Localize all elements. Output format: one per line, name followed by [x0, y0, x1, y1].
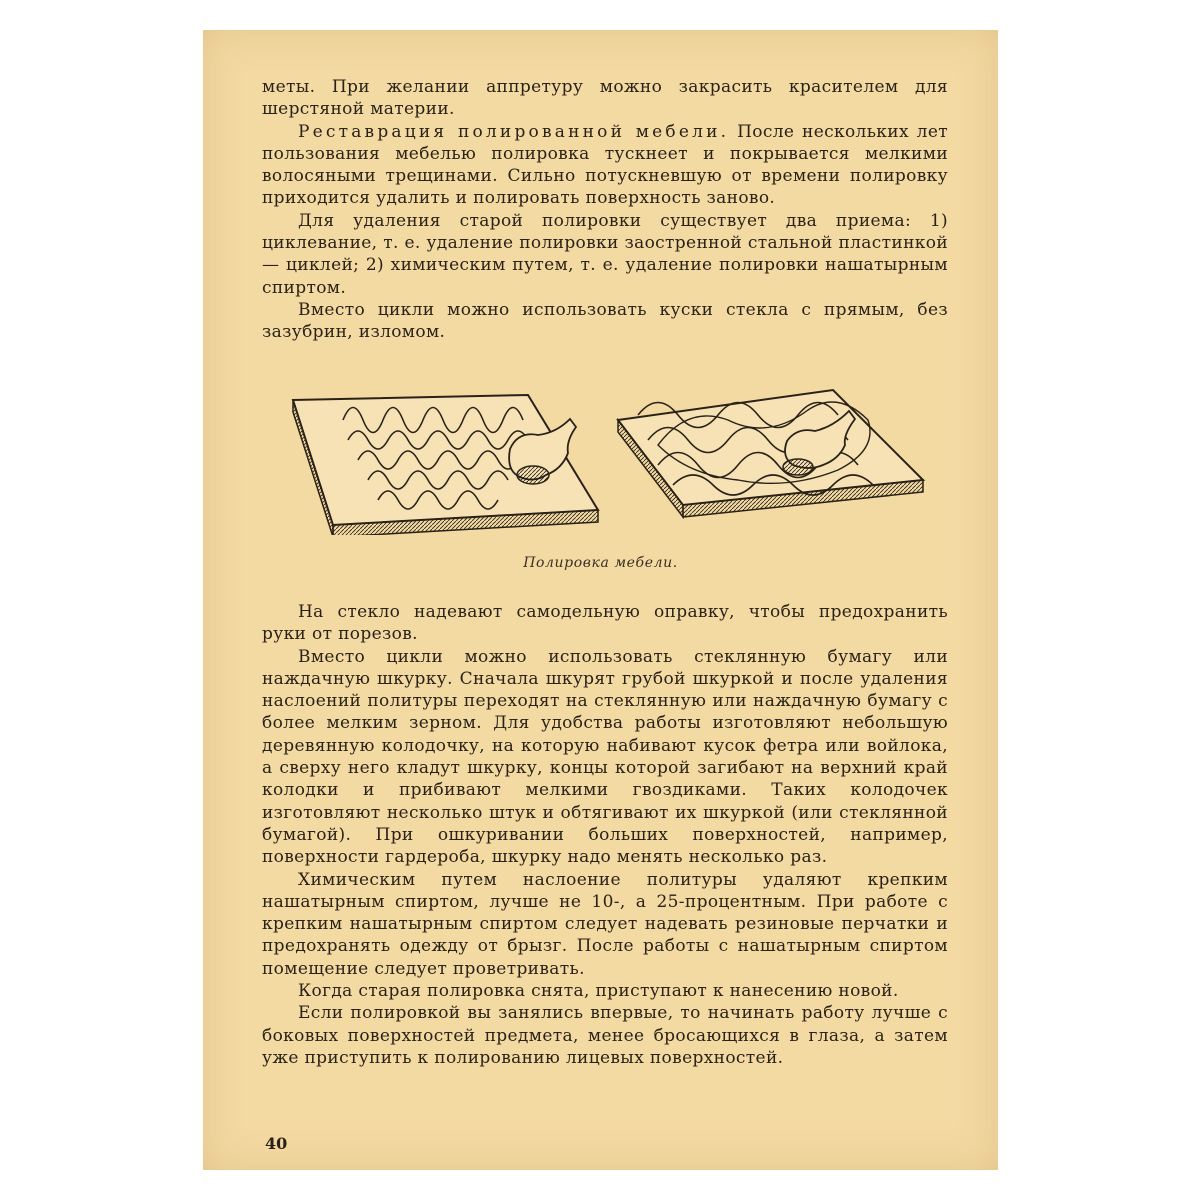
left-board	[293, 395, 598, 535]
figure-caption: Полировка мебели.	[523, 555, 678, 571]
polishing-illustration	[288, 385, 948, 535]
book-page	[203, 30, 998, 1170]
paragraph-7: Химическим путем наслоение политуры удаляют крепким нашатырным спиртом, лучше не 10-, а 25-процентным. При работе с крепким нашатырным спиртом следует надевать резиновые перчатки и предохранять одежду от брызг. После работы с нашатырным спиртом помещение следует проветривать.	[262, 869, 948, 979]
paragraph-1: меты. При желании аппретуру можно закрасить красителем для шерстяной материи.	[262, 77, 948, 120]
restoration-text: После нескольких лет пользования мебелью полировка тускнеет и покрывается мелкими волосяными трещинами. Сильно потускневшую от времени полировку приходится удалить и полировать поверхность заново.	[262, 121, 949, 209]
paragraph-restoration	[262, 121, 948, 210]
bottom-text	[262, 601, 948, 1069]
page-number: 40	[265, 1134, 288, 1153]
top-text	[262, 76, 948, 344]
paragraph-5: На стекло надевают самодельную оправку, чтобы предохранить руки от порезов.	[262, 602, 948, 645]
section-heading: Реставрация полированной мебели.	[298, 121, 730, 142]
paragraph-4: Вместо цикли можно использовать куски стекла с прямым, без зазубрин, изломом.	[262, 299, 948, 343]
paragraph-9: Если полировкой вы занялись впервые, то начинать работу лучше с боковых поверхностей предмета, менее бросающихся в глаза, а затем уже приступить к полированию лицевых поверхностей.	[262, 1003, 948, 1068]
paragraph-3: Для удаления старой полировки существует два приема: 1) циклевание, т. е. удаление полировки заостренной стальной пластинкой — циклей; 2) химическим путем, т. е. удаление полировки нашатырным спиртом.	[262, 210, 948, 298]
right-board	[618, 390, 923, 517]
paragraph-8: Когда старая полировка снята, приступают к нанесению новой.	[298, 981, 899, 1002]
paragraph-6: Вместо цикли можно использовать стеклянную бумагу или наждачную шкурку. Сначала шкурят грубой шкуркой и после удаления наслоений политуры переходят на стеклянную или наждачную бумагу с более мелким зерном. Для удобства работы изготовляют небольшую деревянную колодочку, на которую набивают кусок фетра или войлока, а сверху него кладут шкурку, концы которой загибают на верхний край колодки и прибивают мелкими гвоздиками. Таких колодочек изготовляют несколько штук и обтягивают их шкуркой (или стеклянной бумагой). При ошкуривании больших поверхностей, например, поверхности гардероба, шкурку надо менять несколько раз.	[262, 646, 948, 868]
